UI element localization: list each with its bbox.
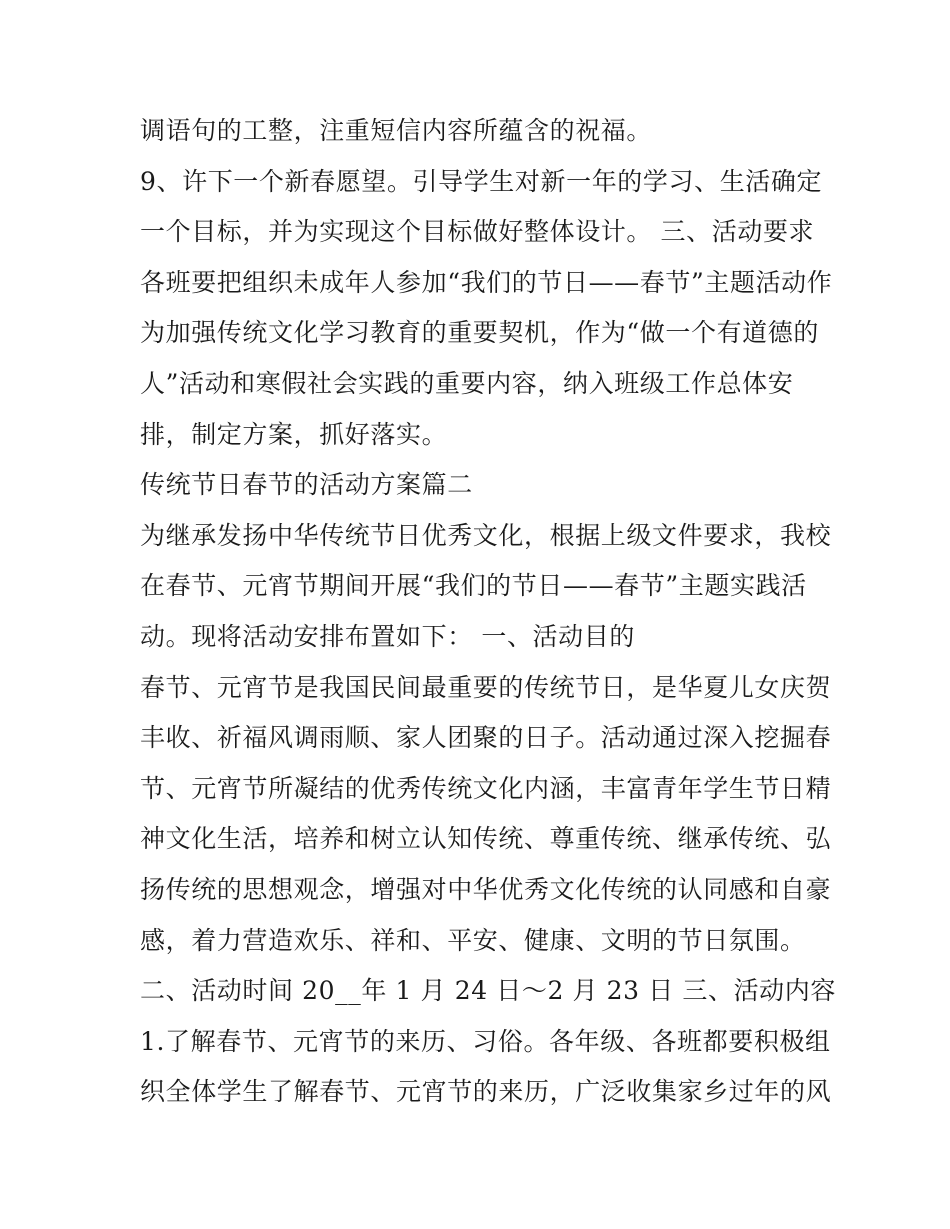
text-line: 为继承发扬中华传统节日优秀文化，根据上级文件要求，我校 [140,520,832,550]
text-line: 人”活动和寒假社会实践的重要内容，纳入班级工作总体安 [140,368,794,398]
document-body [140,106,836,1118]
text-line: 感，着力营造欢乐、祥和、平安、健康、文明的节日氛围。 [140,925,806,955]
text-line: 动。现将活动安排布置如下： 一、活动目的 [140,621,635,651]
text-line: 为加强传统文化学习教育的重要契机，作为“做一个有道德的 [140,318,819,348]
text-line: 各班要把组织未成年人参加“我们的节日——春节”主题活动作 [140,267,833,297]
text-line: 1.了解春节、元宵节的来历、习俗。各年级、各班都要积极组 [140,1026,831,1056]
text-line: 调语句的工整，注重短信内容所蕴含的祝福。 [140,116,653,145]
text-line: 丰收、祈福风调雨顺、家人团聚的日子。活动通过深入挖掘春 [140,723,832,753]
text-line: 春节、元宵节是我国民间最重要的传统节日，是华夏儿女庆贺 [140,672,832,702]
text-line: 神文化生活，培养和树立认知传统、尊重传统、继承传统、弘 [140,824,832,854]
text-line: 9、许下一个新春愿望。引导学生对新一年的学习、生活确定 [140,166,823,196]
text-line: 一个目标，并为实现这个目标做好整体设计。 三、活动要求 [140,217,815,247]
text-line: 织全体学生了解春节、元宵节的来历，广泛收集家乡过年的风 [140,1077,832,1107]
text-line: 扬传统的思想观念，增强对中华优秀文化传统的认同感和自豪 [140,874,832,904]
text-line: 二、活动时间 20__年 1 月 24 日～2 月 23 日 三、活动内容 [140,976,836,1006]
section-heading: 传统节日春节的活动方案篇二 [140,470,473,500]
text-line: 排，制定方案，抓好落实。 [140,419,448,449]
text-line: 在春节、元宵节期间开展“我们的节日——春节”主题实践活 [140,571,807,601]
text-line: 节、元宵节所凝结的优秀传统文化内涵，丰富青年学生节日精 [140,773,832,803]
